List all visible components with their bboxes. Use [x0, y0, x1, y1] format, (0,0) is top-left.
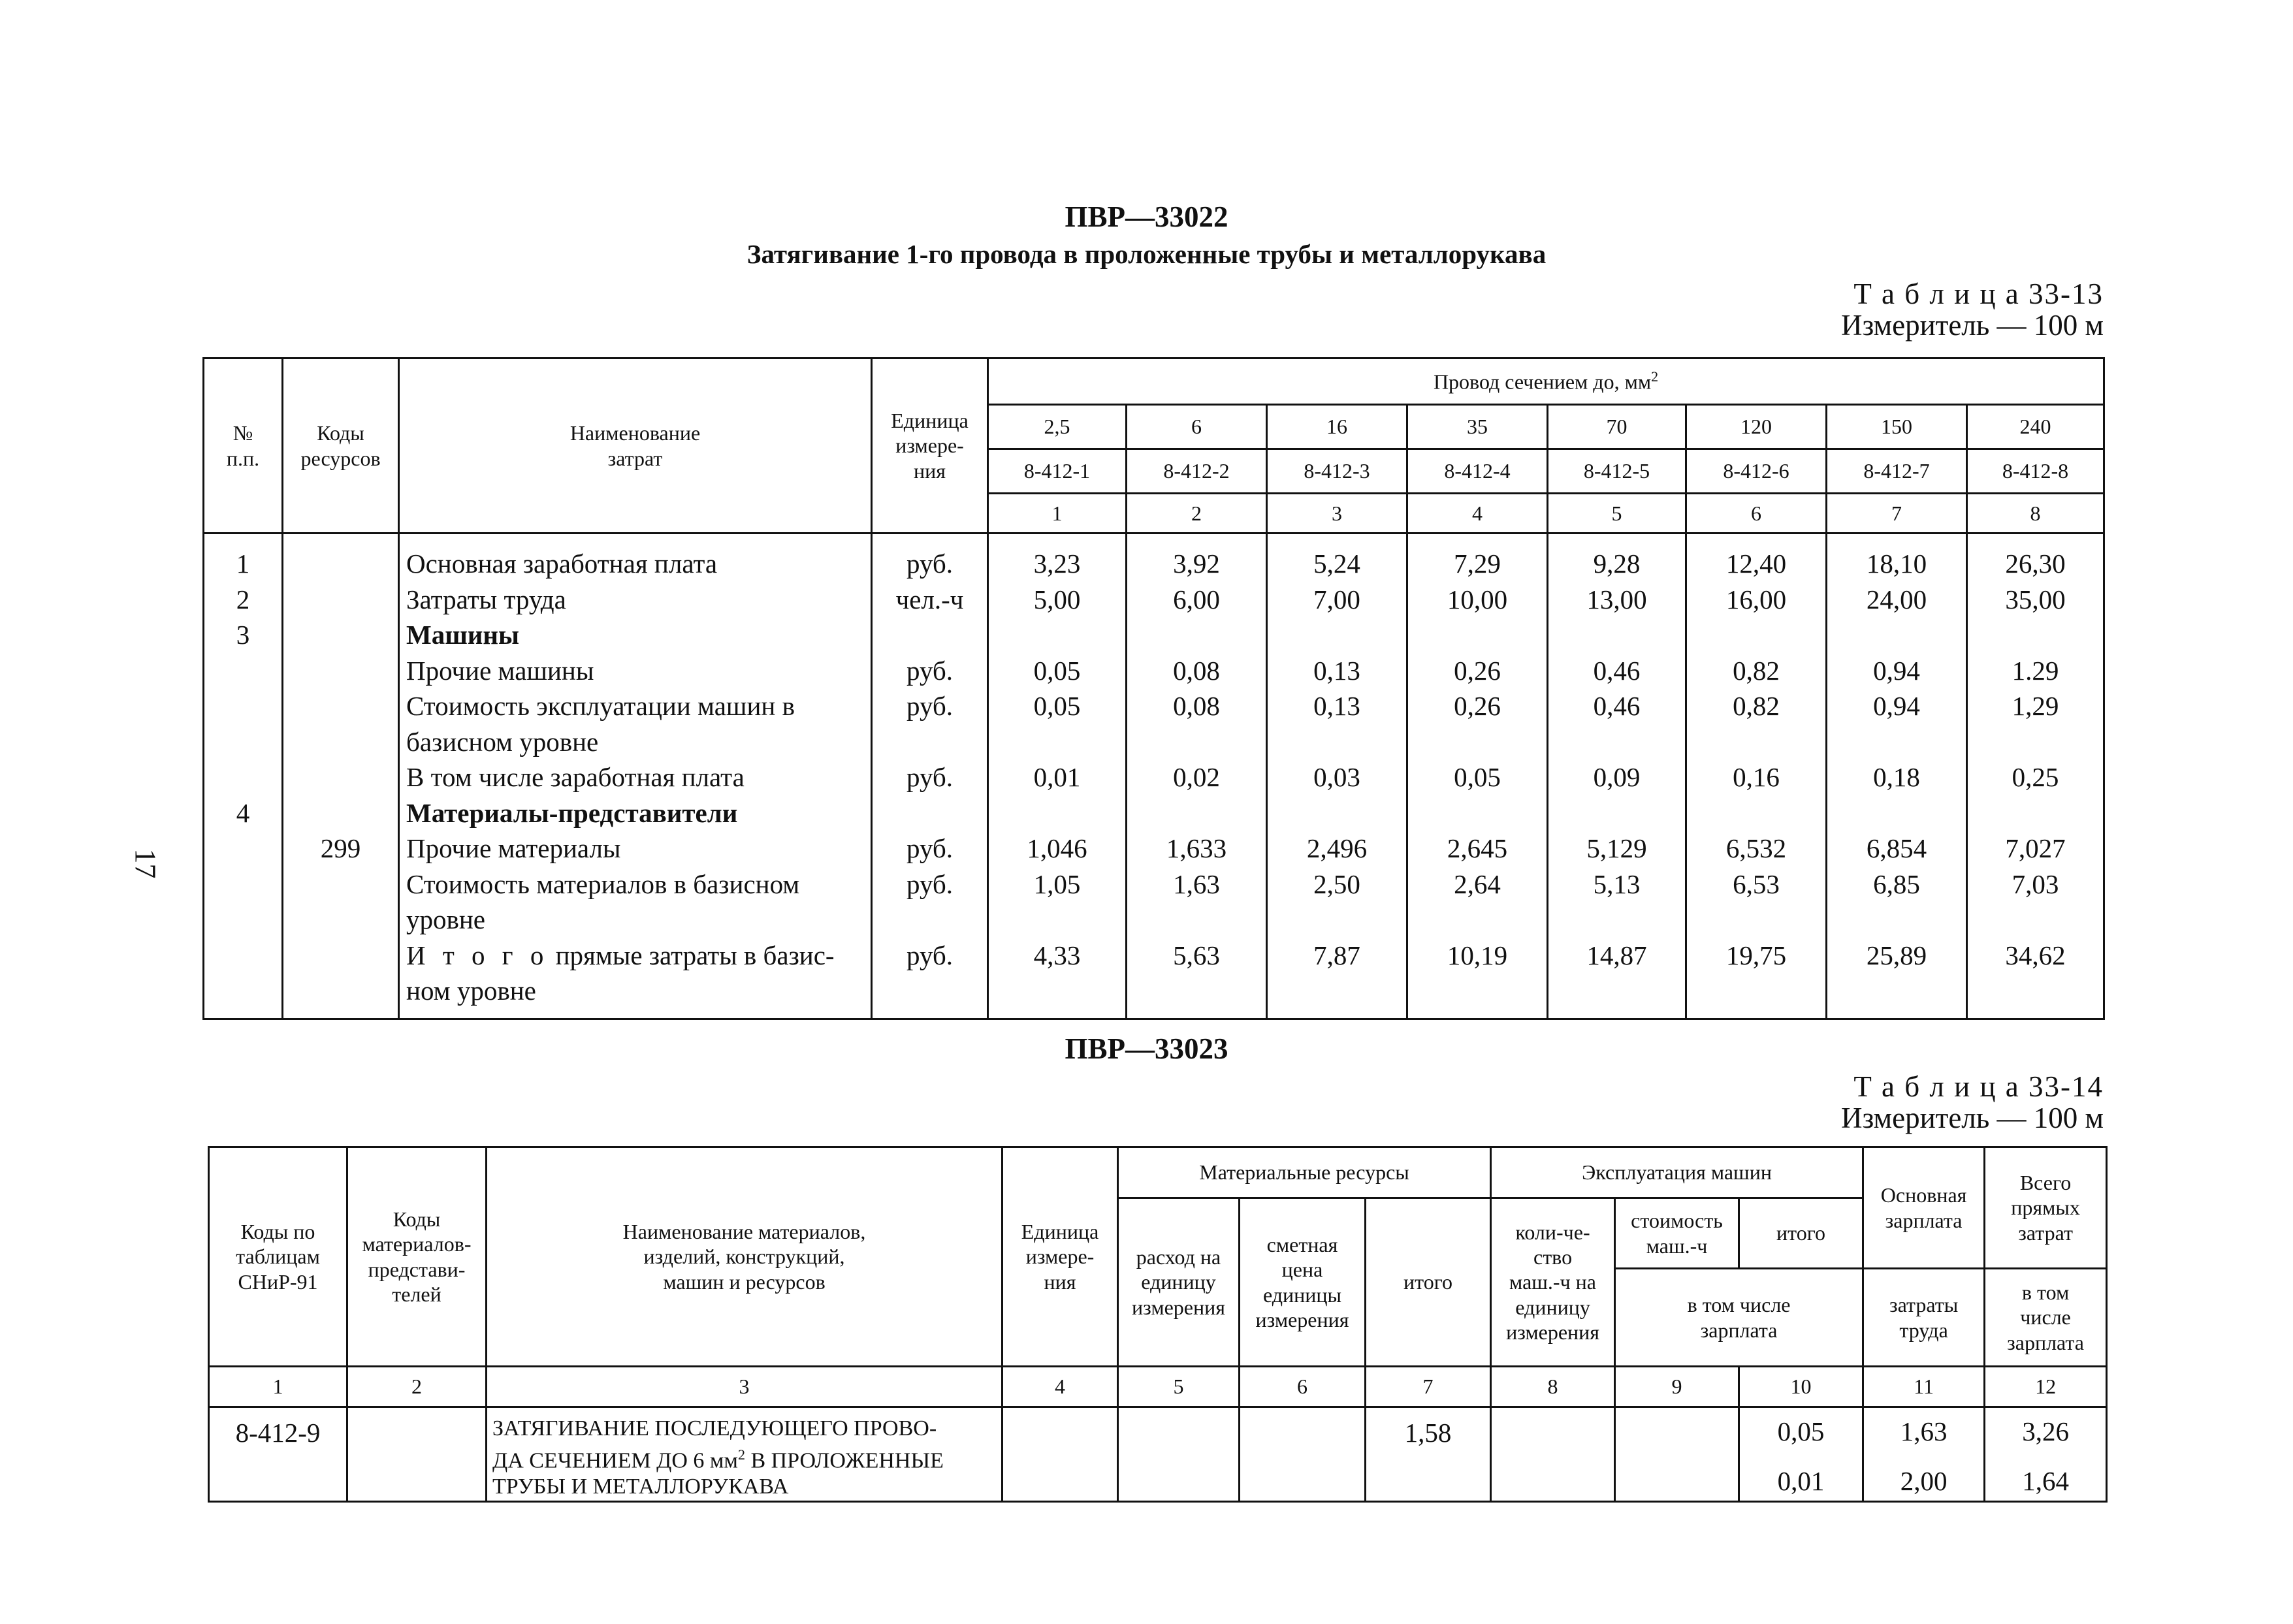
- cost-value: [1687, 902, 1825, 938]
- cost-value: 0,46: [1593, 691, 1641, 721]
- column-number: 11: [1863, 1367, 1985, 1407]
- cost-value: 12,40: [1725, 549, 1787, 579]
- column-number: 7: [1366, 1367, 1491, 1407]
- cost-value: [1827, 617, 1966, 653]
- cost-value: 7,03: [2012, 868, 2059, 899]
- cost-value: 0,16: [1733, 762, 1780, 792]
- row-unit: [1002, 1407, 1118, 1502]
- cost-value: 5,24: [1313, 549, 1360, 579]
- rate-code: 8-412-2: [1127, 449, 1267, 494]
- cost-value: 0,08: [1173, 691, 1220, 721]
- column-number: 9: [1615, 1367, 1739, 1407]
- cost-value: 6,00: [1173, 584, 1220, 614]
- row-machine-cost: [1615, 1407, 1739, 1502]
- table1-number: Т а б л и ц а 33-13: [1853, 278, 2104, 310]
- cost-value: 0,18: [1873, 762, 1920, 792]
- row-estimated-price: [1240, 1407, 1366, 1502]
- resource-code: [283, 617, 398, 653]
- cost-value: 5,00: [1033, 584, 1081, 614]
- cost-value: 9,28: [1593, 549, 1641, 579]
- cost-name: базисном уровне: [406, 726, 599, 757]
- header-incl-wage-total: в том числе зарплата: [1985, 1269, 2107, 1367]
- total-value: [1127, 973, 1266, 1009]
- table2-measure-unit: Измеритель — 100 м: [1840, 1102, 2104, 1134]
- cost-value: [1268, 724, 1406, 760]
- resource-code: [283, 653, 398, 689]
- row-number: [204, 973, 281, 1009]
- resource-code: [283, 867, 398, 902]
- row-total-direct: 3,26 1,64: [1985, 1407, 2107, 1502]
- cost-unit: руб.: [906, 868, 954, 899]
- cost-name: Основная заработная плата: [406, 549, 718, 579]
- column-number: 10: [1739, 1367, 1863, 1407]
- cost-unit: руб.: [906, 655, 954, 686]
- total-value: 7,87: [1313, 940, 1360, 970]
- cost-value: 3,23: [1033, 549, 1081, 579]
- values-column-1: [988, 533, 1127, 1019]
- cost-value: 0,82: [1733, 691, 1780, 721]
- cost-value: 0,25: [2012, 762, 2059, 792]
- total-value: [1548, 973, 1685, 1009]
- cost-value: [1127, 617, 1266, 653]
- resource-code: [283, 938, 398, 974]
- header-material-resources: Материальные ресурсы: [1118, 1147, 1491, 1198]
- values-column-4: [1407, 533, 1548, 1019]
- cost-value: 0,46: [1593, 655, 1641, 686]
- row-number: [204, 688, 281, 724]
- cost-value: [1548, 902, 1685, 938]
- total-value: 25,89: [1866, 940, 1927, 970]
- resource-code: [283, 582, 398, 618]
- resource-code: [283, 795, 398, 831]
- total-value: 34,62: [2005, 940, 2066, 970]
- resource-code: [283, 688, 398, 724]
- cost-value: 2,645: [1447, 833, 1508, 863]
- cost-unit: руб.: [906, 833, 954, 863]
- cost-value: 6,53: [1733, 868, 1780, 899]
- cost-value: [989, 724, 1125, 760]
- column-number: 3: [487, 1367, 1002, 1407]
- header-unit: Единица измере- ния: [1002, 1147, 1118, 1367]
- cost-unit: руб.: [906, 762, 954, 792]
- cost-value: [1408, 617, 1547, 653]
- cost-value: [1687, 724, 1825, 760]
- rate-code: 8-412-3: [1267, 449, 1407, 494]
- row-number: [204, 759, 281, 795]
- total-value: [1687, 973, 1825, 1009]
- cost-name: Прочие материалы: [406, 833, 621, 863]
- header-estimated-price: сметная цена единицы измерения: [1240, 1198, 1366, 1367]
- row-number: [204, 724, 281, 760]
- header-labor: затраты труда: [1863, 1269, 1985, 1367]
- header-machine-cost: стоимость маш.-ч: [1615, 1198, 1739, 1269]
- cost-value: 1,29: [2012, 691, 2059, 721]
- row-numbers-column: [204, 533, 283, 1019]
- row-material-code: [347, 1407, 487, 1502]
- rate-code: 8-412-5: [1548, 449, 1686, 494]
- cost-name: уровне: [406, 904, 485, 934]
- cost-value: 0,05: [1454, 762, 1501, 792]
- total-value: [1408, 973, 1547, 1009]
- header-material-codes: Коды материалов- представи- телей: [347, 1147, 487, 1367]
- total-label: И т о г о: [406, 940, 549, 970]
- total-unit: [873, 973, 987, 1009]
- resource-code: [283, 973, 398, 1009]
- column-number: 8: [1967, 494, 2104, 533]
- cost-name: Машины: [406, 620, 520, 650]
- section-value: 16: [1267, 405, 1407, 449]
- resource-code: [283, 724, 398, 760]
- cost-value: 0,05: [1033, 691, 1081, 721]
- row-number: [204, 653, 281, 689]
- cost-value: 6,85: [1873, 868, 1920, 899]
- cost-value: 0,26: [1454, 691, 1501, 721]
- row-machine-total: 0,05 0,01: [1739, 1407, 1863, 1502]
- cost-value: 0,82: [1733, 655, 1780, 686]
- section-value: 6: [1127, 405, 1267, 449]
- cost-value: [1127, 795, 1266, 831]
- table1: [202, 357, 2105, 1020]
- header-wire-section: Провод сечением до, $мм^2$: [988, 358, 2104, 405]
- column-number: 7: [1827, 494, 1967, 533]
- cost-unit: чел.-ч: [895, 584, 964, 614]
- column-number: 1: [988, 494, 1127, 533]
- total-value: 19,75: [1725, 940, 1787, 970]
- header-machine-quantity: коли-че- ство маш.-ч на единицу измерения: [1491, 1198, 1615, 1367]
- values-column-8: [1967, 533, 2104, 1019]
- cost-name: Стоимость эксплуатации машин в: [406, 691, 795, 721]
- cost-value: 0,03: [1313, 762, 1360, 792]
- rate-code: 8-412-8: [1967, 449, 2104, 494]
- cost-value: [1268, 902, 1406, 938]
- row-number: 1: [236, 549, 250, 579]
- cost-value: 7,027: [2005, 833, 2066, 863]
- cost-value: [1968, 902, 2103, 938]
- cost-value: [1687, 617, 1825, 653]
- cost-value: [989, 795, 1125, 831]
- total-value: [1968, 973, 2103, 1009]
- table2: [208, 1146, 2108, 1503]
- section-value: 240: [1967, 405, 2104, 449]
- cost-name: Материалы-представители: [406, 797, 738, 828]
- resource-code: [283, 759, 398, 795]
- values-column-2: [1127, 533, 1267, 1019]
- column-number: 12: [1985, 1367, 2107, 1407]
- table1-code: ПВР—33022: [1065, 200, 1228, 233]
- rate-code: 8-412-6: [1686, 449, 1827, 494]
- cost-value: [1548, 795, 1685, 831]
- column-number: 4: [1407, 494, 1548, 533]
- row-number: 4: [236, 797, 250, 828]
- cost-name: Стоимость материалов в базисном: [406, 868, 800, 899]
- column-number: 5: [1548, 494, 1686, 533]
- resource-code: 299: [320, 833, 361, 863]
- cost-unit: [873, 724, 987, 760]
- cost-value: [1268, 795, 1406, 831]
- row-consumption: [1118, 1407, 1240, 1502]
- cost-value: [1827, 902, 1966, 938]
- cost-value: 6,532: [1725, 833, 1787, 863]
- row-number: 3: [236, 620, 250, 650]
- cost-value: [1827, 724, 1966, 760]
- cost-unit: руб.: [906, 549, 954, 579]
- cost-value: [1548, 617, 1685, 653]
- cost-value: [989, 617, 1125, 653]
- row-machine-quantity: [1491, 1407, 1615, 1502]
- resource-code: [283, 902, 398, 938]
- cost-value: [1968, 617, 2103, 653]
- section-value: 35: [1407, 405, 1548, 449]
- rate-code: 8-412-4: [1407, 449, 1548, 494]
- cost-value: 1,633: [1166, 833, 1227, 863]
- cost-value: 0,94: [1873, 655, 1920, 686]
- cost-value: 0,02: [1173, 762, 1220, 792]
- total-value: 10,19: [1447, 940, 1508, 970]
- cost-value: 0,13: [1313, 691, 1360, 721]
- header-machine-operation: Эксплуатация машин: [1491, 1147, 1863, 1198]
- cost-value: 0,26: [1454, 655, 1501, 686]
- cost-value: 7,29: [1454, 549, 1501, 579]
- cost-value: 0,01: [1033, 762, 1081, 792]
- header-machine-total: итого: [1739, 1198, 1863, 1269]
- cost-value: [1127, 724, 1266, 760]
- page-number: 17: [129, 848, 163, 879]
- resource-codes-column: [283, 533, 399, 1019]
- cost-value: 26,30: [2005, 549, 2066, 579]
- values-column-7: [1827, 533, 1967, 1019]
- cost-value: 2,64: [1454, 868, 1501, 899]
- section-value: 120: [1686, 405, 1827, 449]
- cost-value: 35,00: [2005, 584, 2066, 614]
- cost-value: [1548, 724, 1685, 760]
- table2-number: Т а б л и ц а 33-14: [1853, 1070, 2104, 1103]
- cost-value: 10,00: [1447, 584, 1508, 614]
- row-number: 2: [236, 584, 250, 614]
- cost-value: 3,92: [1173, 549, 1220, 579]
- column-number: 2: [347, 1367, 487, 1407]
- cost-value: 1,05: [1033, 868, 1081, 899]
- cost-value: 5,13: [1593, 868, 1641, 899]
- resource-code: [283, 546, 398, 582]
- column-number: 8: [1491, 1367, 1615, 1407]
- cost-value: 18,10: [1866, 549, 1927, 579]
- row-number: [204, 902, 281, 938]
- row-name: ЗАТЯГИВАНИЕ ПОСЛЕДУЮЩЕГО ПРОВО- ДА СЕЧЕНИЕМ ДО 6 $мм^2$ В ПРОЛОЖЕННЫЕ ТРУБЫ И МЕТАЛЛОРУКАВА: [487, 1407, 1002, 1502]
- header-num: № п.п.: [204, 358, 283, 533]
- cost-name: В том числе заработная плата: [406, 762, 745, 792]
- row-wage-labor: 1,63 2,00: [1863, 1407, 1985, 1502]
- header-base-wage: Основная зарплата: [1863, 1147, 1985, 1269]
- cost-value: 1,63: [1173, 868, 1220, 899]
- cost-names-column: [399, 533, 872, 1019]
- values-column-6: [1686, 533, 1827, 1019]
- cost-value: [1827, 795, 1966, 831]
- cost-value: [1968, 724, 2103, 760]
- table2-code: ПВР—33023: [1065, 1032, 1228, 1065]
- header-incl-wages: в том числе зарплата: [1615, 1269, 1863, 1367]
- total-value: [1268, 973, 1406, 1009]
- table1-title: Затягивание 1-го провода в проложенные трубы и металлорукава: [746, 239, 1547, 269]
- column-number: 5: [1118, 1367, 1240, 1407]
- total-name: [406, 938, 867, 974]
- cost-value: [989, 902, 1125, 938]
- column-number: 1: [209, 1367, 347, 1407]
- row-number: [204, 867, 281, 902]
- section-value: 2,5: [988, 405, 1127, 449]
- cost-value: 0,94: [1873, 691, 1920, 721]
- total-value: 5,63: [1173, 940, 1220, 970]
- column-number: 6: [1686, 494, 1827, 533]
- cost-value: 24,00: [1866, 584, 1927, 614]
- cost-value: [1687, 795, 1825, 831]
- header-snip-codes: Коды по таблицам СНиР-91: [209, 1147, 347, 1367]
- table1-measure-unit: Измеритель — 100 м: [1840, 309, 2104, 342]
- cost-unit: [873, 902, 987, 938]
- total-value: [1827, 973, 1966, 1009]
- rate-code: 8-412-7: [1827, 449, 1967, 494]
- cost-unit: [873, 795, 987, 831]
- cost-value: [1968, 795, 2103, 831]
- rate-code: 8-412-1: [988, 449, 1127, 494]
- section-value: 150: [1827, 405, 1967, 449]
- header-total-direct: Всего прямых затрат: [1985, 1147, 2107, 1269]
- total-name-line2: ном уровне: [406, 976, 536, 1006]
- cost-value: 1,046: [1027, 833, 1087, 863]
- total-unit: руб.: [906, 940, 954, 970]
- total-value: [989, 973, 1125, 1009]
- cost-value: 0,05: [1033, 655, 1081, 686]
- header-material-name: Наименование материалов, изделий, конструкций, машин и ресурсов: [487, 1147, 1002, 1367]
- total-value: 14,87: [1586, 940, 1647, 970]
- column-number: 6: [1240, 1367, 1366, 1407]
- cost-name: Затраты труда: [406, 584, 566, 614]
- column-number: 3: [1267, 494, 1407, 533]
- cost-value: [1268, 617, 1406, 653]
- cost-value: 16,00: [1725, 584, 1787, 614]
- cost-value: [1408, 902, 1547, 938]
- cost-value: 2,496: [1306, 833, 1368, 863]
- header-codes: Коды ресурсов: [283, 358, 399, 533]
- section-value: 70: [1548, 405, 1686, 449]
- cost-value: [1127, 902, 1266, 938]
- cost-value: 2,50: [1313, 868, 1360, 899]
- values-column-5: [1548, 533, 1686, 1019]
- header-consumption: расход на единицу измерения: [1118, 1198, 1240, 1367]
- column-number: 4: [1002, 1367, 1118, 1407]
- column-number: 2: [1127, 494, 1267, 533]
- header-unit: Единица измере- ния: [872, 358, 988, 533]
- cost-value: 1.29: [2012, 655, 2059, 686]
- header-materials-total: итого: [1366, 1198, 1491, 1367]
- values-column-3: [1267, 533, 1407, 1019]
- cost-value: 0,09: [1593, 762, 1641, 792]
- cost-unit: руб.: [906, 691, 954, 721]
- row-number: [204, 938, 281, 974]
- cost-unit: [873, 617, 987, 653]
- row-snip-code: 8-412-9: [209, 1407, 347, 1502]
- units-column: [872, 533, 988, 1019]
- cost-value: 13,00: [1586, 584, 1647, 614]
- row-number: [204, 831, 281, 867]
- cost-value: [1408, 795, 1547, 831]
- total-value: 4,33: [1033, 940, 1081, 970]
- cost-name: Прочие машины: [406, 655, 594, 686]
- row-materials-total: 1,58: [1366, 1407, 1491, 1502]
- cost-value: 6,854: [1866, 833, 1927, 863]
- header-name: Наименование затрат: [399, 358, 872, 533]
- cost-value: [1408, 724, 1547, 760]
- cost-value: 5,129: [1586, 833, 1647, 863]
- total-label-rest: прямые затраты в базис-: [549, 940, 835, 970]
- cost-value: 7,00: [1313, 584, 1360, 614]
- cost-value: 0,13: [1313, 655, 1360, 686]
- cost-value: 0,08: [1173, 655, 1220, 686]
